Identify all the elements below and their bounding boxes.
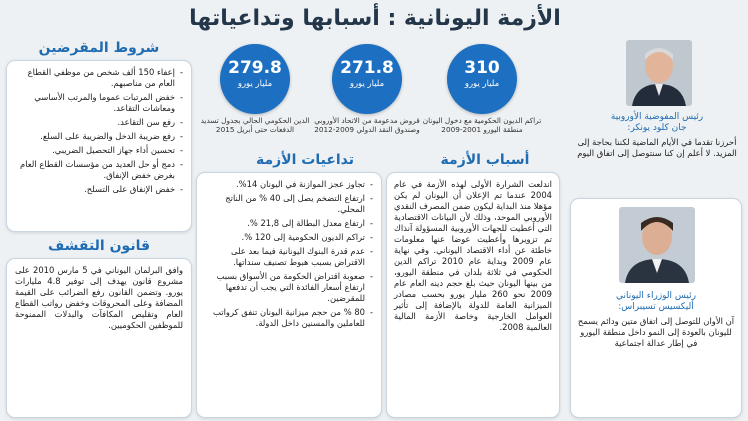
causes-title: أسباب الأزمة bbox=[440, 152, 530, 168]
stat-unit: مليار يورو bbox=[349, 79, 385, 89]
stat-unit: مليار يورو bbox=[237, 79, 273, 89]
list-item: - إعفاء 150 ألف شخص من موظفي القطاع العام من مناصبهم. bbox=[15, 67, 183, 89]
creditors-title: شروط المقرضين bbox=[38, 40, 160, 56]
stat-desc-279: الدين الحكومي الحالي بجدول تسديد الدفعات حتى أبريل 2015 bbox=[200, 116, 310, 134]
juncker-name: جان كلود يونكر: bbox=[627, 123, 687, 133]
list-item: - دمج أو حل العديد من مؤسسات القطاع العام بغرض خفض الإنفاق. bbox=[15, 159, 183, 181]
list-item: - تحسين أداء جهاز التحصيل الضريبي. bbox=[15, 145, 183, 156]
causes-text: اندلعت الشرارة الأولى لهذه الأزمة في عام 2004 عندما تم الإعلان أن اليونان لم يكن مؤهلا منذ البداية ليكون ضمن المصرف النقدي الأوروبي الموحد، وذلك لأن البيانات الاقتصادية التي أعطيت للجهات الأوروبية المسؤولة آنذاك تم تزويرها وأعطيت عوضا عنها معلومات خاطئة عن أداء الاقتصاد اليوناني. وفي نهاية عام 2009 وبداية عام 2010 تراكم الدين الحكومي في ثلاثة بلدان في منطقة اليورو، من بينها اليونان حيث بلغ حجم دينه العام عام 2009 نحو 260 مليار يورو بحسب مصادر الميزانية العامة للدولة بالإضافة إلى تأثير العوامل الخارجية وخاصة الأزمة المالية العالمية 2008. bbox=[394, 179, 552, 332]
list-item: - خفض الإنفاق على التسلح. bbox=[15, 184, 183, 195]
page-title: الأزمة اليونانية : أسبابها وتداعياتها bbox=[189, 6, 561, 31]
list-item: - رفع ضريبة الدخل والضريبة على السلع. bbox=[15, 131, 183, 142]
stat-value: 271.8 bbox=[340, 58, 394, 78]
consequences-box bbox=[196, 172, 382, 418]
tsipras-photo bbox=[619, 207, 695, 283]
consequences-title: تداعيات الأزمة bbox=[255, 152, 355, 168]
austerity-text: وافق البرلمان اليوناني في 5 مارس 2010 على مشروع قانون يهدف إلى توفير 4.8 مليارات يورو. وتضمن القانون رفع الضرائب على القيمة المضافة وعلى المحروقات وخفض رواتب القطاع العام وتقليص المكافآت والبدلات الممنوحة للموظفين الحكوميين. bbox=[15, 265, 183, 330]
stat-desc-310: تراكم الديون الحكومية مع دخول اليونان منطقة اليورو 2001-2009 bbox=[422, 116, 542, 134]
juncker-role: رئيس المفوضية الأوروبية bbox=[610, 112, 704, 122]
stat-circle-310 bbox=[447, 44, 517, 114]
stat-circle-271 bbox=[332, 44, 402, 114]
juncker-quote: أحرزنا تقدما في الأيام الماضية لكننا بحاجة إلى المزيد. لا أعلم إن كنا سنتوصل إلى اتفاق اليوم bbox=[577, 137, 737, 158]
stat-circle-279 bbox=[220, 44, 290, 114]
list-item: - 80 % من حجم ميزانية اليونان تنفق كرواتب للعاملين والمسنين داخل الدولة. bbox=[205, 307, 373, 329]
stat-value: 310 bbox=[464, 58, 500, 78]
list-item: - ارتفاع التضخم يصل إلى 40 % من الناتج المحلي. bbox=[205, 193, 373, 215]
creditors-box bbox=[6, 60, 192, 232]
list-item: - عدم قدرة البنوك اليونانية فيما بعد على الاقتراض بسبب هبوط تصنيف سنداتها. bbox=[205, 246, 373, 268]
creditors-list bbox=[7, 61, 191, 204]
list-item: - رفع سن التقاعد. bbox=[15, 117, 183, 128]
tsipras-name: أليكسيس تسيبراس: bbox=[618, 302, 694, 312]
stat-desc-271: قروض مدعومة من الاتحاد الأوروبي وصندوق النقد الدولي 2009-2012 bbox=[314, 116, 420, 134]
stat-value: 279.8 bbox=[228, 58, 282, 78]
stat-unit: مليار يورو bbox=[464, 79, 500, 89]
tsipras-card bbox=[570, 198, 742, 418]
austerity-box bbox=[6, 258, 192, 418]
causes-box bbox=[386, 172, 560, 418]
consequences-list bbox=[197, 173, 381, 338]
juncker-card bbox=[572, 40, 742, 182]
tsipras-role: رئيس الوزراء اليوناني bbox=[616, 291, 696, 301]
tsipras-quote: آن الأوان للتوصل إلى اتفاق متين ودائم يسمح لليونان بالعودة إلى النمو داخل منطقة اليورو في إطار عدالة اجتماعية bbox=[577, 316, 735, 348]
austerity-title: قانون التقشف bbox=[47, 238, 151, 254]
juncker-photo bbox=[626, 40, 692, 106]
list-item: - صعوبة اقتراض الحكومة من الأسواق بسبب ارتفاع أسعار الفائدة التي يجب أن تدفعها للمقرضين. bbox=[205, 271, 373, 304]
list-item: - خفض المرتبات عموما والمرتب الأساسي ومعاشات التقاعد. bbox=[15, 92, 183, 114]
list-item: - ارتفاع معدل البطالة إلى 21,8 %. bbox=[205, 218, 373, 229]
list-item: - تراكم الديون الحكومية إلى 120 %. bbox=[205, 232, 373, 243]
list-item: - تجاوز عجز الموازنة في اليونان 14%. bbox=[205, 179, 373, 190]
